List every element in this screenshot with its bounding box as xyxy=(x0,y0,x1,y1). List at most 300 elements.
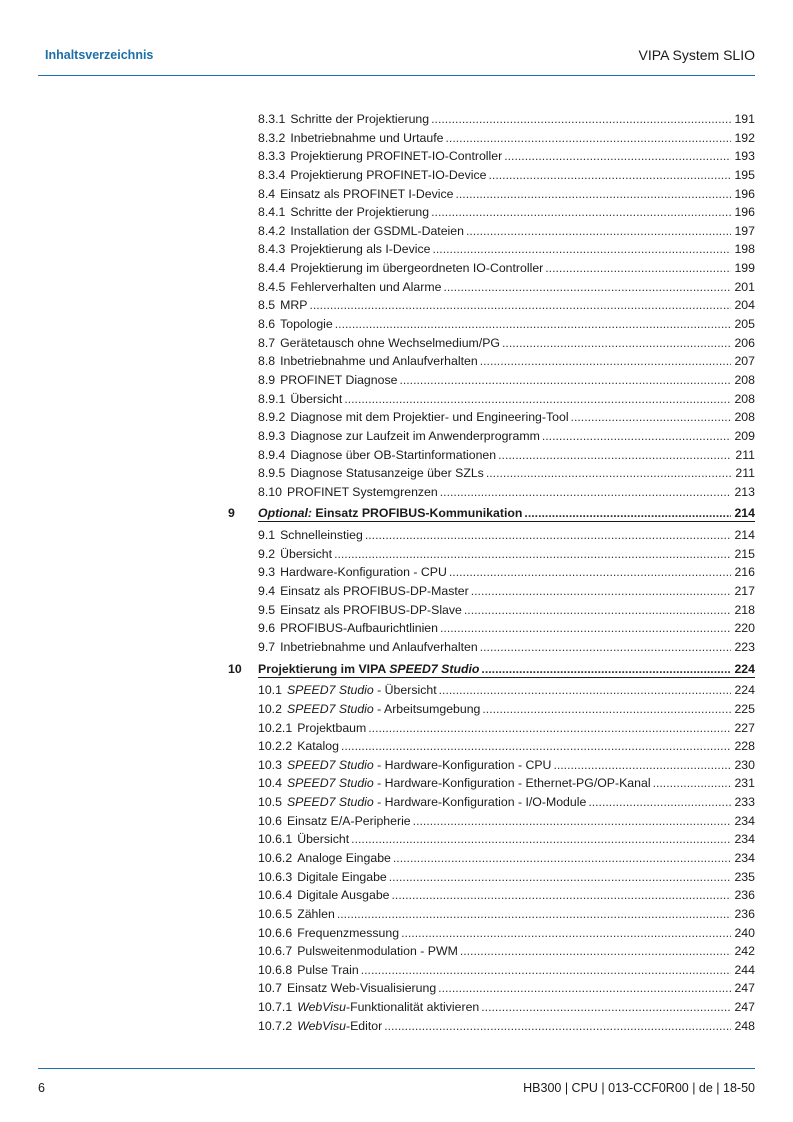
toc-section-number: 8.4.4 xyxy=(258,261,286,276)
toc-section-number: 8.9 xyxy=(258,372,276,387)
footer-page-number: 6 xyxy=(38,1081,45,1095)
toc-leader-dots xyxy=(431,203,731,222)
toc-entry-row[interactable] xyxy=(0,390,793,409)
toc-page-number: 234 xyxy=(734,813,755,828)
toc-title: Gerätetausch ohne Wechselmedium/PG xyxy=(280,335,500,350)
toc-leader-dots xyxy=(401,924,731,943)
toc-entry-text xyxy=(258,619,438,638)
toc-entry-text xyxy=(258,222,464,241)
toc-title: Projektierung PROFINET-IO-Device xyxy=(290,167,487,182)
toc-entry-row[interactable] xyxy=(0,483,793,502)
toc-leader-dots xyxy=(571,408,731,427)
toc-section-number: 9.1 xyxy=(258,528,276,543)
toc-leader-dots xyxy=(460,942,731,961)
toc-leader-dots xyxy=(439,681,731,700)
toc-entry-text xyxy=(258,259,543,278)
toc-title: PROFIBUS-Aufbaurichtlinien xyxy=(280,621,438,636)
toc-title: Übersicht xyxy=(297,832,350,847)
toc-leader-dots xyxy=(486,464,731,483)
toc-section-number: 9.4 xyxy=(258,584,276,599)
toc-title: MRP xyxy=(280,298,308,313)
toc-entry-text xyxy=(258,545,332,564)
toc-page-number: 196 xyxy=(734,186,755,201)
toc-title: PROFINET Systemgrenzen xyxy=(286,484,438,499)
toc-entry[interactable] xyxy=(258,278,755,297)
toc-title: - Hardware-Konfiguration - Ethernet-PG/OP-Kanal xyxy=(373,776,651,791)
toc-entry-row[interactable] xyxy=(0,681,793,700)
toc-section-number: 10.6.8 xyxy=(258,962,293,977)
toc-entry-text xyxy=(258,998,479,1017)
toc-page-number: 227 xyxy=(734,720,755,735)
toc-section-number: 8.8 xyxy=(258,354,276,369)
toc-entry-text xyxy=(258,886,390,905)
toc-page-number: 242 xyxy=(734,944,755,959)
toc-entry-text xyxy=(258,446,496,465)
toc-title: Installation der GSDML-Dateien xyxy=(290,223,464,238)
toc-entry-row[interactable] xyxy=(0,110,793,129)
toc-page-number: 193 xyxy=(734,149,755,164)
toc-entry[interactable] xyxy=(258,483,755,502)
toc-page-number: 201 xyxy=(734,279,755,294)
toc-entry[interactable] xyxy=(258,979,755,998)
toc-entry[interactable] xyxy=(258,812,755,831)
toc-page-number: 196 xyxy=(734,205,755,220)
toc-entry-row[interactable] xyxy=(0,1017,793,1036)
toc-entry[interactable] xyxy=(258,886,755,905)
toc-section-number: 10.7.2 xyxy=(258,1018,293,1033)
toc-entry-row[interactable] xyxy=(0,924,793,943)
toc-entry[interactable] xyxy=(258,315,755,334)
toc-leader-dots xyxy=(438,979,731,998)
toc-section-number: 8.3.4 xyxy=(258,167,286,182)
toc-title: - Übersicht xyxy=(373,683,437,698)
toc-entry[interactable] xyxy=(258,390,755,409)
toc-title: Übersicht xyxy=(290,391,343,406)
toc-title: Diagnose zur Laufzeit im Anwenderprogramm xyxy=(290,428,540,443)
toc-section-number: 8.7 xyxy=(258,335,276,350)
toc-entry-text xyxy=(258,563,447,582)
toc-entry-text xyxy=(258,526,363,545)
toc-entry[interactable] xyxy=(258,660,755,678)
toc-page-number: 217 xyxy=(734,584,755,599)
toc-section-number: 8.4.5 xyxy=(258,279,286,294)
toc-entry-row[interactable] xyxy=(0,166,793,185)
toc-title: Einsatz Web-Visualisierung xyxy=(286,981,437,996)
toc-entry-text xyxy=(258,110,429,129)
toc-entry-row[interactable] xyxy=(0,427,793,446)
toc-title: Diagnose mit dem Projektier- und Engineering-Tool xyxy=(290,410,569,425)
toc-title: Zählen xyxy=(297,906,335,921)
toc-section-number: 8.9.5 xyxy=(258,466,286,481)
toc-leader-dots xyxy=(480,638,731,657)
toc-entry[interactable] xyxy=(258,371,755,390)
toc-section-number: 10.2 xyxy=(258,701,282,716)
toc-leader-dots xyxy=(361,961,731,980)
toc-entry-text xyxy=(258,601,462,620)
toc-page-number: 216 xyxy=(734,565,755,580)
toc-entry-text xyxy=(258,737,339,756)
toc-title-italic: SPEED7 Studio xyxy=(286,757,374,772)
toc-entry-row[interactable] xyxy=(0,737,793,756)
toc-leader-dots xyxy=(481,998,731,1017)
toc-entry[interactable] xyxy=(258,296,755,315)
toc-entry-text xyxy=(258,942,458,961)
toc-chapter-number: 10 xyxy=(228,661,242,676)
toc-section-number: 10.7.1 xyxy=(258,1000,293,1015)
toc-leader-dots xyxy=(498,446,731,465)
toc-section-number: 10.6.4 xyxy=(258,888,293,903)
toc-section-number: 9.2 xyxy=(258,546,276,561)
toc-entry-text xyxy=(258,427,540,446)
toc-entry-row[interactable] xyxy=(0,296,793,315)
toc-entry-text xyxy=(258,464,484,483)
toc-entry-row[interactable] xyxy=(0,129,793,148)
toc-entry-row[interactable] xyxy=(0,998,793,1017)
toc-entry-row[interactable] xyxy=(0,582,793,601)
toc-page-number: 207 xyxy=(734,354,755,369)
toc-section-number: 10.6.6 xyxy=(258,925,293,940)
toc-page-number: 213 xyxy=(734,484,755,499)
toc-entry-text xyxy=(258,812,411,831)
toc-entry-row[interactable] xyxy=(0,979,793,998)
header-product-name: VIPA System SLIO xyxy=(638,47,755,63)
toc-page-number: 208 xyxy=(734,372,755,387)
toc-entry-row[interactable] xyxy=(0,719,793,738)
toc-entry-row[interactable] xyxy=(0,849,793,868)
toc-entry[interactable] xyxy=(258,203,755,222)
toc-entry-row[interactable] xyxy=(0,774,793,793)
toc-entry[interactable] xyxy=(258,719,755,738)
toc-section-number: 10.3 xyxy=(258,757,282,772)
header-divider xyxy=(38,75,755,76)
toc-leader-dots xyxy=(502,334,731,353)
toc-title: Einsatz PROFIBUS-Kommunikation xyxy=(311,506,523,521)
toc-section-number: 10.2.2 xyxy=(258,739,293,754)
toc-title: Pulse Train xyxy=(297,962,359,977)
toc-page-number: 197 xyxy=(734,223,755,238)
toc-entry[interactable] xyxy=(258,240,755,259)
toc-leader-dots xyxy=(344,390,731,409)
toc-entry[interactable] xyxy=(258,504,755,522)
toc-page-number: 244 xyxy=(734,962,755,977)
toc-leader-dots xyxy=(653,774,731,793)
toc-entry-text xyxy=(258,961,359,980)
toc-page-number: 220 xyxy=(734,621,755,636)
toc-title: Projektierung im übergeordneten IO-Controller xyxy=(290,261,544,276)
toc-entry-row[interactable] xyxy=(0,334,793,353)
toc-entry[interactable] xyxy=(258,166,755,185)
toc-entry-text xyxy=(258,660,479,677)
toc-title: - Hardware-Konfiguration - I/O-Module xyxy=(373,795,587,810)
toc-entry-row[interactable] xyxy=(0,315,793,334)
toc-entry[interactable] xyxy=(258,110,755,129)
toc-entry[interactable] xyxy=(258,942,755,961)
toc-title-italic: WebVisu xyxy=(297,1000,346,1015)
toc-page-number: 234 xyxy=(734,832,755,847)
toc-title: Hardware-Konfiguration - CPU xyxy=(280,565,447,580)
toc-entry-row[interactable] xyxy=(0,905,793,924)
toc-section-number: 8.3.1 xyxy=(258,112,286,126)
toc-entry-row[interactable] xyxy=(0,352,793,371)
toc-leader-dots xyxy=(368,719,731,738)
toc-title-italic: SPEED7 Studio xyxy=(286,776,374,791)
toc-entry-row[interactable] xyxy=(0,563,793,582)
toc-entry[interactable] xyxy=(258,582,755,601)
toc-title: Digitale Eingabe xyxy=(297,869,387,884)
toc-entry-text xyxy=(258,334,500,353)
toc-section-number: 10.2.1 xyxy=(258,720,293,735)
toc-title: Einsatz als PROFIBUS-DP-Slave xyxy=(280,602,462,617)
toc-entry-text xyxy=(258,1017,382,1036)
toc-page-number: 224 xyxy=(734,661,755,676)
toc-title: Übersicht xyxy=(280,546,333,561)
toc-page-number: 191 xyxy=(734,112,755,126)
toc-entry[interactable] xyxy=(258,737,755,756)
toc-section-number: 8.4 xyxy=(258,186,276,201)
toc-title: Inbetriebnahme und Anlaufverhalten xyxy=(280,639,478,654)
toc-section-number: 9.7 xyxy=(258,639,276,654)
toc-page-number: 233 xyxy=(734,795,755,810)
toc-entry[interactable] xyxy=(258,334,755,353)
toc-title: - Hardware-Konfiguration - CPU xyxy=(373,757,552,772)
toc-entry-text xyxy=(258,681,437,700)
toc-page-number: 195 xyxy=(734,167,755,182)
toc-entry[interactable] xyxy=(258,129,755,148)
toc-entry-text xyxy=(258,924,399,943)
toc-entry-text xyxy=(258,905,335,924)
toc-entry-text xyxy=(258,868,387,887)
toc-leader-dots xyxy=(480,352,731,371)
toc-entry[interactable] xyxy=(258,408,755,427)
toc-entry[interactable] xyxy=(258,924,755,943)
toc-page-number: 204 xyxy=(734,298,755,313)
toc-title: -Funktionalität aktivieren xyxy=(345,1000,480,1015)
toc-entry[interactable] xyxy=(258,961,755,980)
toc-page-number: 234 xyxy=(734,850,755,865)
toc-entry[interactable] xyxy=(258,756,755,775)
toc-leader-dots xyxy=(341,737,731,756)
toc-entry[interactable] xyxy=(258,700,755,719)
toc-section-number: 10.4 xyxy=(258,776,282,791)
toc-entry[interactable] xyxy=(258,147,755,166)
toc-page-number: 211 xyxy=(735,447,755,462)
toc-title: Projektierung als I-Device xyxy=(290,242,431,257)
toc-page-number: 230 xyxy=(734,757,755,772)
toc-title-italic: WebVisu xyxy=(297,1018,346,1033)
toc-section-number: 8.4.3 xyxy=(258,242,286,257)
toc-entry[interactable] xyxy=(258,1017,755,1036)
toc-entry-row[interactable] xyxy=(0,942,793,961)
toc-entry-row[interactable] xyxy=(0,526,793,545)
toc-entry[interactable] xyxy=(258,998,755,1017)
toc-title: - Arbeitsumgebung xyxy=(373,701,481,716)
toc-section-number: 10.6.7 xyxy=(258,944,293,959)
toc-chapter-row[interactable] xyxy=(0,504,793,523)
toc-page-number: 214 xyxy=(734,506,755,521)
toc-page-number: 215 xyxy=(734,546,755,561)
toc-entry-text xyxy=(258,582,469,601)
toc-leader-dots xyxy=(443,278,731,297)
toc-entry-text xyxy=(258,185,453,204)
toc-entry-row[interactable] xyxy=(0,446,793,465)
toc-leader-dots xyxy=(334,545,731,564)
toc-entry[interactable] xyxy=(258,638,755,657)
toc-leader-dots xyxy=(588,793,731,812)
toc-leader-dots xyxy=(337,905,731,924)
toc-entry-row[interactable] xyxy=(0,756,793,775)
toc-page-number: 228 xyxy=(734,739,755,754)
toc-page-number: 218 xyxy=(734,602,755,617)
toc-entry-row[interactable] xyxy=(0,185,793,204)
toc-entry-row[interactable] xyxy=(0,830,793,849)
toc-entry-row[interactable] xyxy=(0,619,793,638)
toc-entry[interactable] xyxy=(258,793,755,812)
toc-entry-text xyxy=(258,371,397,390)
toc-section-number: 8.5 xyxy=(258,298,276,313)
toc-entry-text xyxy=(258,166,486,185)
toc-section-number: 8.4.2 xyxy=(258,223,286,238)
toc-entry-row[interactable] xyxy=(0,868,793,887)
toc-entry-text xyxy=(258,296,307,315)
toc-title-italic: SPEED7 Studio xyxy=(286,795,374,810)
toc-page-number: 225 xyxy=(734,701,755,716)
toc-entry[interactable] xyxy=(258,774,755,793)
toc-entry[interactable] xyxy=(258,545,755,564)
toc-entry-row[interactable] xyxy=(0,601,793,620)
toc-entry[interactable] xyxy=(258,427,755,446)
toc-entry[interactable] xyxy=(258,464,755,483)
toc-entry-text xyxy=(258,830,349,849)
toc-page-number: 231 xyxy=(734,776,755,791)
toc-title: Einsatz E/A-Peripherie xyxy=(286,813,411,828)
toc-entry[interactable] xyxy=(258,563,755,582)
toc-entry-text xyxy=(258,315,333,334)
toc-leader-dots xyxy=(545,259,731,278)
toc-leader-dots xyxy=(466,222,731,241)
toc-entry-text xyxy=(258,638,478,657)
toc-leader-dots xyxy=(524,504,731,521)
toc-title: Diagnose über OB-Startinformationen xyxy=(290,447,497,462)
toc-entry-row[interactable] xyxy=(0,408,793,427)
toc-entry-text xyxy=(258,240,430,259)
toc-entry-row[interactable] xyxy=(0,545,793,564)
toc-page-number: 236 xyxy=(734,906,755,921)
toc-leader-dots xyxy=(553,756,731,775)
toc-section-number: 10.5 xyxy=(258,795,282,810)
toc-entry-text xyxy=(258,408,569,427)
toc-page-number: 199 xyxy=(734,261,755,276)
toc-leader-dots xyxy=(455,185,731,204)
toc-page-number: 208 xyxy=(734,410,755,425)
toc-page-number: 214 xyxy=(734,528,755,543)
toc-section-number: 8.4.1 xyxy=(258,205,286,220)
footer-divider xyxy=(38,1068,755,1069)
toc-section-number: 10.6 xyxy=(258,813,282,828)
toc-entry[interactable] xyxy=(258,222,755,241)
toc-title: Einsatz als PROFIBUS-DP-Master xyxy=(280,584,469,599)
toc-page-number: 211 xyxy=(735,466,755,481)
table-of-contents xyxy=(0,110,793,1035)
toc-entry[interactable] xyxy=(258,259,755,278)
toc-leader-dots xyxy=(449,563,731,582)
toc-page-number: 224 xyxy=(734,683,755,698)
toc-section-number: 8.10 xyxy=(258,484,282,499)
toc-page-number: 192 xyxy=(734,130,755,145)
toc-entry[interactable] xyxy=(258,905,755,924)
toc-entry[interactable] xyxy=(258,185,755,204)
toc-title: PROFINET Diagnose xyxy=(280,372,398,387)
toc-page-number: 209 xyxy=(734,428,755,443)
toc-section-number: 9.3 xyxy=(258,565,276,580)
toc-entry-text xyxy=(258,147,502,166)
toc-entry-row[interactable] xyxy=(0,203,793,222)
toc-section-number: 10.6.1 xyxy=(258,832,293,847)
toc-leader-dots xyxy=(431,110,731,129)
toc-page-number: 206 xyxy=(734,335,755,350)
toc-entry-row[interactable] xyxy=(0,886,793,905)
toc-entry-row[interactable] xyxy=(0,240,793,259)
toc-entry[interactable] xyxy=(258,526,755,545)
toc-entry-row[interactable] xyxy=(0,638,793,657)
toc-entry-row[interactable] xyxy=(0,793,793,812)
toc-title: -Editor xyxy=(345,1018,383,1033)
toc-entry[interactable] xyxy=(258,868,755,887)
toc-section-number: 8.3.2 xyxy=(258,130,286,145)
toc-entry[interactable] xyxy=(258,849,755,868)
toc-leader-dots xyxy=(309,296,731,315)
toc-section-number: 8.9.2 xyxy=(258,410,286,425)
toc-chapter-row[interactable] xyxy=(0,660,793,679)
toc-section-number: 8.9.4 xyxy=(258,447,286,462)
toc-title: Inbetriebnahme und Anlaufverhalten xyxy=(280,354,478,369)
toc-entry[interactable] xyxy=(258,446,755,465)
toc-entry[interactable] xyxy=(258,619,755,638)
toc-leader-dots xyxy=(432,240,731,259)
toc-entry[interactable] xyxy=(258,601,755,620)
toc-leader-dots xyxy=(335,315,731,334)
toc-leader-dots xyxy=(471,582,731,601)
toc-entry-row[interactable] xyxy=(0,464,793,483)
toc-entry-text xyxy=(258,203,429,222)
toc-entry-row[interactable] xyxy=(0,812,793,831)
toc-section-number: 9.5 xyxy=(258,602,276,617)
toc-entry-row[interactable] xyxy=(0,961,793,980)
toc-title: Analoge Eingabe xyxy=(297,850,391,865)
toc-page-number: 235 xyxy=(734,869,755,884)
toc-entry[interactable] xyxy=(258,352,755,371)
toc-entry-text xyxy=(258,756,551,775)
toc-entry-text xyxy=(258,979,436,998)
toc-entry-row[interactable] xyxy=(0,222,793,241)
toc-leader-dots xyxy=(482,700,731,719)
toc-title: Frequenzmessung xyxy=(297,925,400,940)
toc-entry-row[interactable] xyxy=(0,259,793,278)
toc-entry-row[interactable] xyxy=(0,147,793,166)
toc-entry-row[interactable] xyxy=(0,278,793,297)
toc-page-number: 248 xyxy=(734,1018,755,1033)
toc-title: Projektierung PROFINET-IO-Controller xyxy=(290,149,503,164)
toc-entry-text xyxy=(258,719,366,738)
toc-title: Topologie xyxy=(280,317,333,332)
toc-page-number: 247 xyxy=(734,981,755,996)
toc-title: Projektierung im VIPA xyxy=(258,661,390,676)
toc-entry-row[interactable] xyxy=(0,700,793,719)
toc-entry[interactable] xyxy=(258,830,755,849)
toc-leader-dots xyxy=(399,371,731,390)
toc-entry-row[interactable] xyxy=(0,371,793,390)
toc-entry[interactable] xyxy=(258,681,755,700)
toc-title: Schritte der Projektierung xyxy=(290,205,430,220)
